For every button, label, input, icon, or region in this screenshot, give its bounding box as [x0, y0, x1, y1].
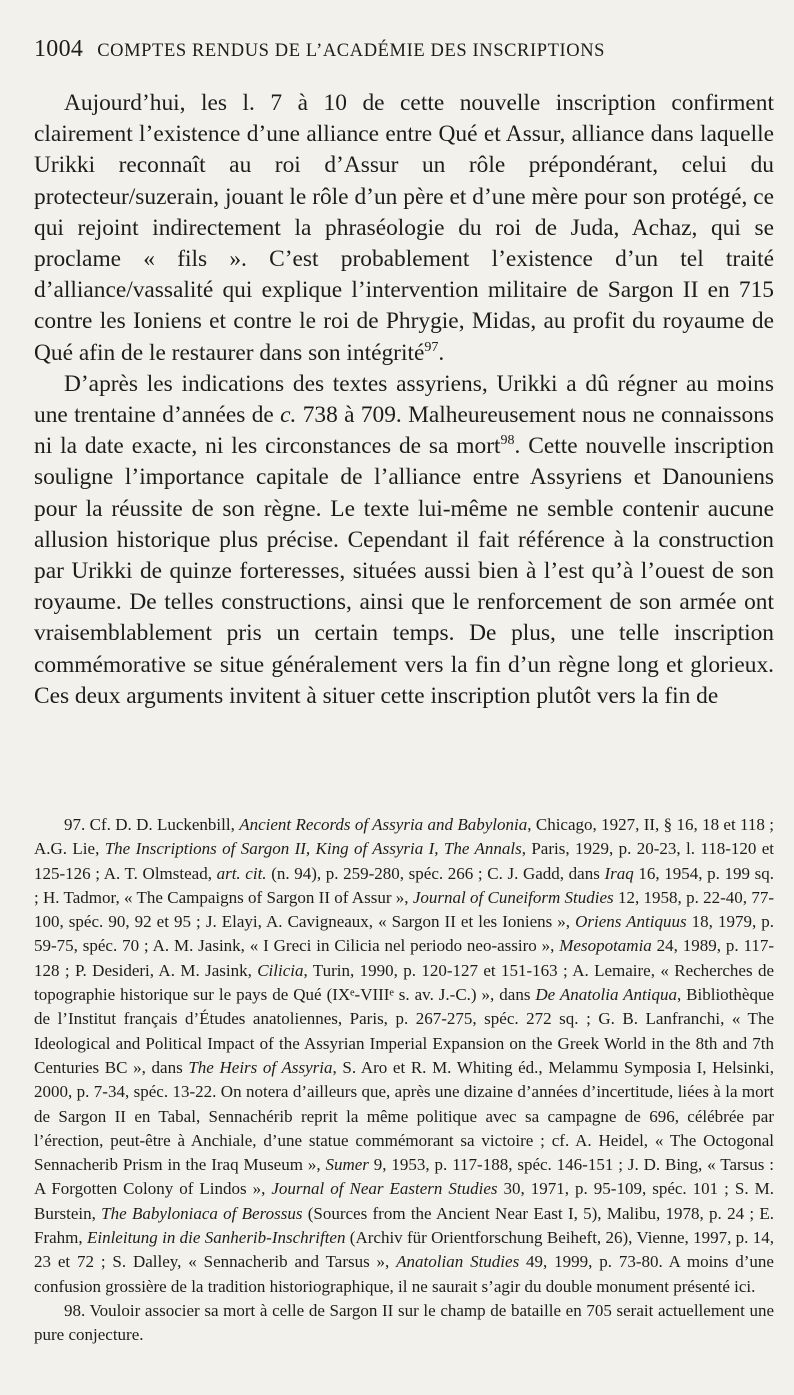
citation-title: The Babyloniaca of Berossus [101, 1203, 303, 1223]
citation-title: Journal of Near Eastern Studies [271, 1179, 498, 1199]
body-paragraph [34, 369, 774, 712]
citation-title: Ancient Records of Assyria and Babylonia [239, 815, 528, 834]
footnote-ref[interactable]: 98 [500, 432, 515, 449]
citation-title: Oriens Antiquus [575, 912, 687, 932]
footnote-text: 12, 1958, p. 22-40, 77-100, spéc. 90, 92 et 95 ; J. Elayi, A. Cavigneaux, « Sargon II et les Ioniens », [34, 887, 774, 932]
footnote-text: (Sources from the Ancient Near East I, 5), Malibu, 1978, p. 24 ; E. Frahm, [34, 1203, 775, 1248]
footnote-ref[interactable]: 97 [424, 338, 439, 355]
footnote-text: 30, 1971, p. 95-109, spéc. 101 ; S. M. Burstein, [34, 1179, 774, 1223]
paragraph-text: . [438, 339, 445, 366]
citation-title: Sumer [325, 1155, 369, 1175]
citation-title: Anatolian Studies [396, 1252, 520, 1272]
main-text [34, 88, 774, 712]
footnote-98: 98. Vouloir associer sa mort à celle de Sargon II sur le champ de bataille en 705 serait actuellement une pure conjecture. [34, 1300, 774, 1345]
running-header [34, 36, 774, 63]
footnote-text: (n. 94), p. 259-280, spéc. 266 ; C. J. Gadd, dans [266, 863, 605, 883]
citation-title: De Anatolia Antiqua [535, 985, 677, 1005]
paragraph-text: D’après les indications des textes assyriens, Urikki a dû régner au moins une trentaine d’années de [34, 370, 774, 429]
footnote-text: 16, 1954, p. 199 sq. ; H. Tadmor, « The Campaigns of Sargon II of Assur », [34, 863, 774, 907]
footnote-text: 18, 1979, p. 59-75, spéc. 70 ; A. M. Jasink, « I Greci in Cilicia nel periodo neo-assiro », [34, 912, 775, 956]
running-title: COMPTES RENDUS DE L’ACADÉMIE DES INSCRIPTIONS [97, 41, 606, 61]
citation-title: The Inscriptions of Sargon II, King of Assyria I, The Annals [104, 839, 522, 859]
footnote-97 [34, 813, 774, 1299]
footnote-text: , Turin, 1990, p. 120-127 et 151-163 ; A. Lemaire, « Recherches de topographie historique sur le pays de Qué (IXᵉ-VIIIᵉ s. av. J.-C.) », dans [34, 960, 774, 1005]
footnote-text: , Chicago, 1927, II, § 16, 18 et 118 ; A.G. Lie, [34, 815, 774, 859]
citation-title: Einleitung in die Sanherib-Inschriften [86, 1228, 346, 1248]
citation-title: Iraq [604, 863, 634, 883]
footnote-text: (Archiv für Orientforschung Beiheft, 26), Vienne, 1997, p. 14, 23 et 72 ; S. Dalley, « Sennacherib and Tarsus », [34, 1228, 774, 1272]
citation-title: Mesopotamia [559, 936, 652, 956]
footnote-text: , S. Aro et R. M. Whiting éd., Melammu Symposia I, Helsinki, 2000, p. 7-34, spéc. 13-22. On notera d’ailleurs que, après une dizaine d’années d’incertitude, liées à la mort de Sargon II en Tabal, Sennachérib reprit la même politique avec sa campagne de 696, célébrée par l’érection, peut-être à Anchiale, d’une statue commémorant sa victoire ; cf. A. Heidel, « The Octogonal Sennacherib Prism in the Iraq Museum », [34, 1057, 774, 1175]
footnotes [34, 813, 774, 1348]
footnote-text: , Paris, 1929, p. 20-23, l. 118-120 et 125-126 ; A. T. Olmstead, [34, 839, 774, 883]
italic-term: c. [280, 402, 297, 429]
footnote-text: 97. Cf. D. D. Luckenbill, [64, 815, 240, 834]
footnote-text: 49, 1999, p. 73-80. A moins d’une confusion grossière de la tradition historiographique, il ne saurait s’agir du double monument présenté ici. [34, 1252, 774, 1296]
body-paragraph [34, 88, 774, 369]
citation-title: art. cit. [216, 863, 267, 883]
paragraph-text: 738 à 709. Malheureusement nous ne connaissons ni la date exacte, ni les circonstances de sa mort [34, 402, 774, 460]
citation-title: Journal of Cuneiform Studies [412, 887, 614, 907]
footnote-text: 24, 1989, p. 117-128 ; P. Desideri, A. M. Jasink, [34, 936, 774, 980]
footnote-text: , Bibliothèque de l’Institut français d’Études anatoliennes, Paris, p. 267-275, spéc. 272 sq. ; G. B. Lanfranchi, « The Ideological and Political Impact of the Assyrian Imperial Expansion on the Greek World in the 8th and 7th Centuries BC », dans [34, 985, 774, 1077]
paragraph-text: Aujourd’hui, les l. 7 à 10 de cette nouvelle inscription confirment clairement l’existence d’une alliance entre Qué et Assur, alliance dans laquelle Urikki reconnaît au roi d’Assur un rôle prépondérant, celui du protecteur/suzerain, jouant le rôle d’un père et d’une mère pour son protégé, ce qui rejoint indirectement la phraséologie du roi de Juda, Achaz, qui se proclame « fils ». C’est probablement l’existence d’un tel traité d’alliance/vassalité qui explique l’intervention militaire de Sargon II en 715 contre les Ioniens et contre le roi de Phrygie, Midas, au profit du royaume de Qué afin de le restaurer dans son intégrité [34, 90, 774, 366]
citation-title: Cilicia [257, 960, 304, 980]
citation-title: The Heirs of Assyria [188, 1057, 333, 1077]
page-number: 1004 [34, 36, 84, 62]
footnote-text: 9, 1953, p. 117-188, spéc. 146-151 ; J. D. Bing, « Tarsus : A Forgotten Colony of Lindos », [34, 1155, 774, 1199]
paragraph-text: . Cette nouvelle inscription souligne l’importance capitale de l’alliance entre Assyriens et Danouniens pour la réussite de son règne. Le texte lui-même ne semble contenir aucune allusion historique plus précise. Cependant il fait référence à la construction par Urikki de quinze forteresses, situées aussi bien à l’est qu’à l’ouest de son royaume. De telles constructions, ainsi que le renforcement de son armée ont vraisemblablement pris un certain temps. De plus, une telle inscription commémorative se situe généralement vers la fin d’un règne long et glorieux. Ces deux arguments invitent à situer cette inscription plutôt vers la fin de [34, 433, 774, 709]
